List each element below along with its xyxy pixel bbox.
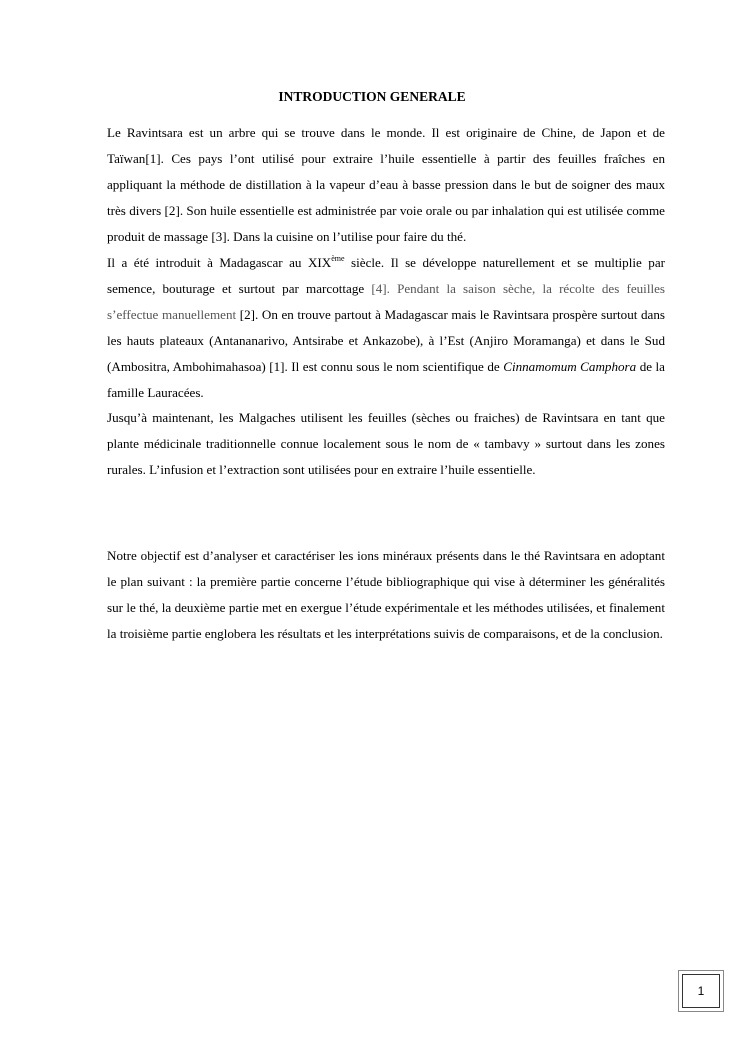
scientific-name: Cinnamomum Camphora (503, 358, 637, 374)
body-text-block (107, 120, 665, 483)
superscript-eme: ème (331, 253, 345, 263)
paragraph-madagascar-part-2: siècle. Il se développe naturellement et se multiplie par semence, bouturage et surtout par marcottage (107, 254, 666, 296)
paragraph-madagascar-part-4: de la famille Lauracées. (107, 358, 665, 400)
paragraph-madagascar-gray-text: [4]. Pendant la saison sèche, la récolte des feuilles s’effectue manuellement (107, 280, 666, 322)
page-title: INTRODUCTION GENERALE (278, 89, 466, 104)
paragraph-traditional-use: Jusqu’à maintenant, les Malgaches utilisent les feuilles (sèches ou fraiches) de Ravintsara en tant que plante médicinale traditionnelle connue localement sous le nom de « tambavy » surtout dans les zones rurales. L’infusion et l’extraction sont utilisées pour en extraire l’huile essentielle. (107, 410, 665, 478)
page-number: 1 (682, 974, 720, 1008)
paragraph-intro: Le Ravintsara est un arbre qui se trouve dans le monde. Il est originaire de Chine, de Japon et de Taïwan[1]. Ces pays l’ont utilisé pour extraire l’huile essentielle à partir des feuilles fraîches en appliquant la méthode de distillation à la vapeur d’eau à basse pression dans le but de soigner des maux très divers [2]. Son huile essentielle est administrée par voie orale ou par inhalation qui est utilisée comme produit de massage [3]. Dans la cuisine on l’utilise pour faire du thé. (107, 125, 665, 244)
paragraph-madagascar-part-3: [2]. On en trouve partout à Madagascar mais le Ravintsara prospère surtout dans les hauts plateaux (Antananarivo, Antsirabe et Ankazobe), à l’Est (Anjiro Moramanga) et dans le Sud (Ambositra, Ambohimahasoa) [1]. Il est connu sous le nom scientifique de (107, 306, 665, 374)
paragraph-objective: Notre objectif est d’analyser et caractériser les ions minéraux présents dans le thé Ravintsara en adoptant le plan suivant : la première partie concerne l’étude bibliographique qui vise à déterminer les généralités sur le thé, la deuxième partie met en exergue l’étude expérimentale et les méthodes utilisées, et finalement la troisième partie englobera les résultats et les interprétations suivis de comparaisons, et de la conclusion. (107, 548, 665, 641)
paragraph-madagascar-part-1: Il a été introduit à Madagascar au XIX (107, 254, 332, 270)
